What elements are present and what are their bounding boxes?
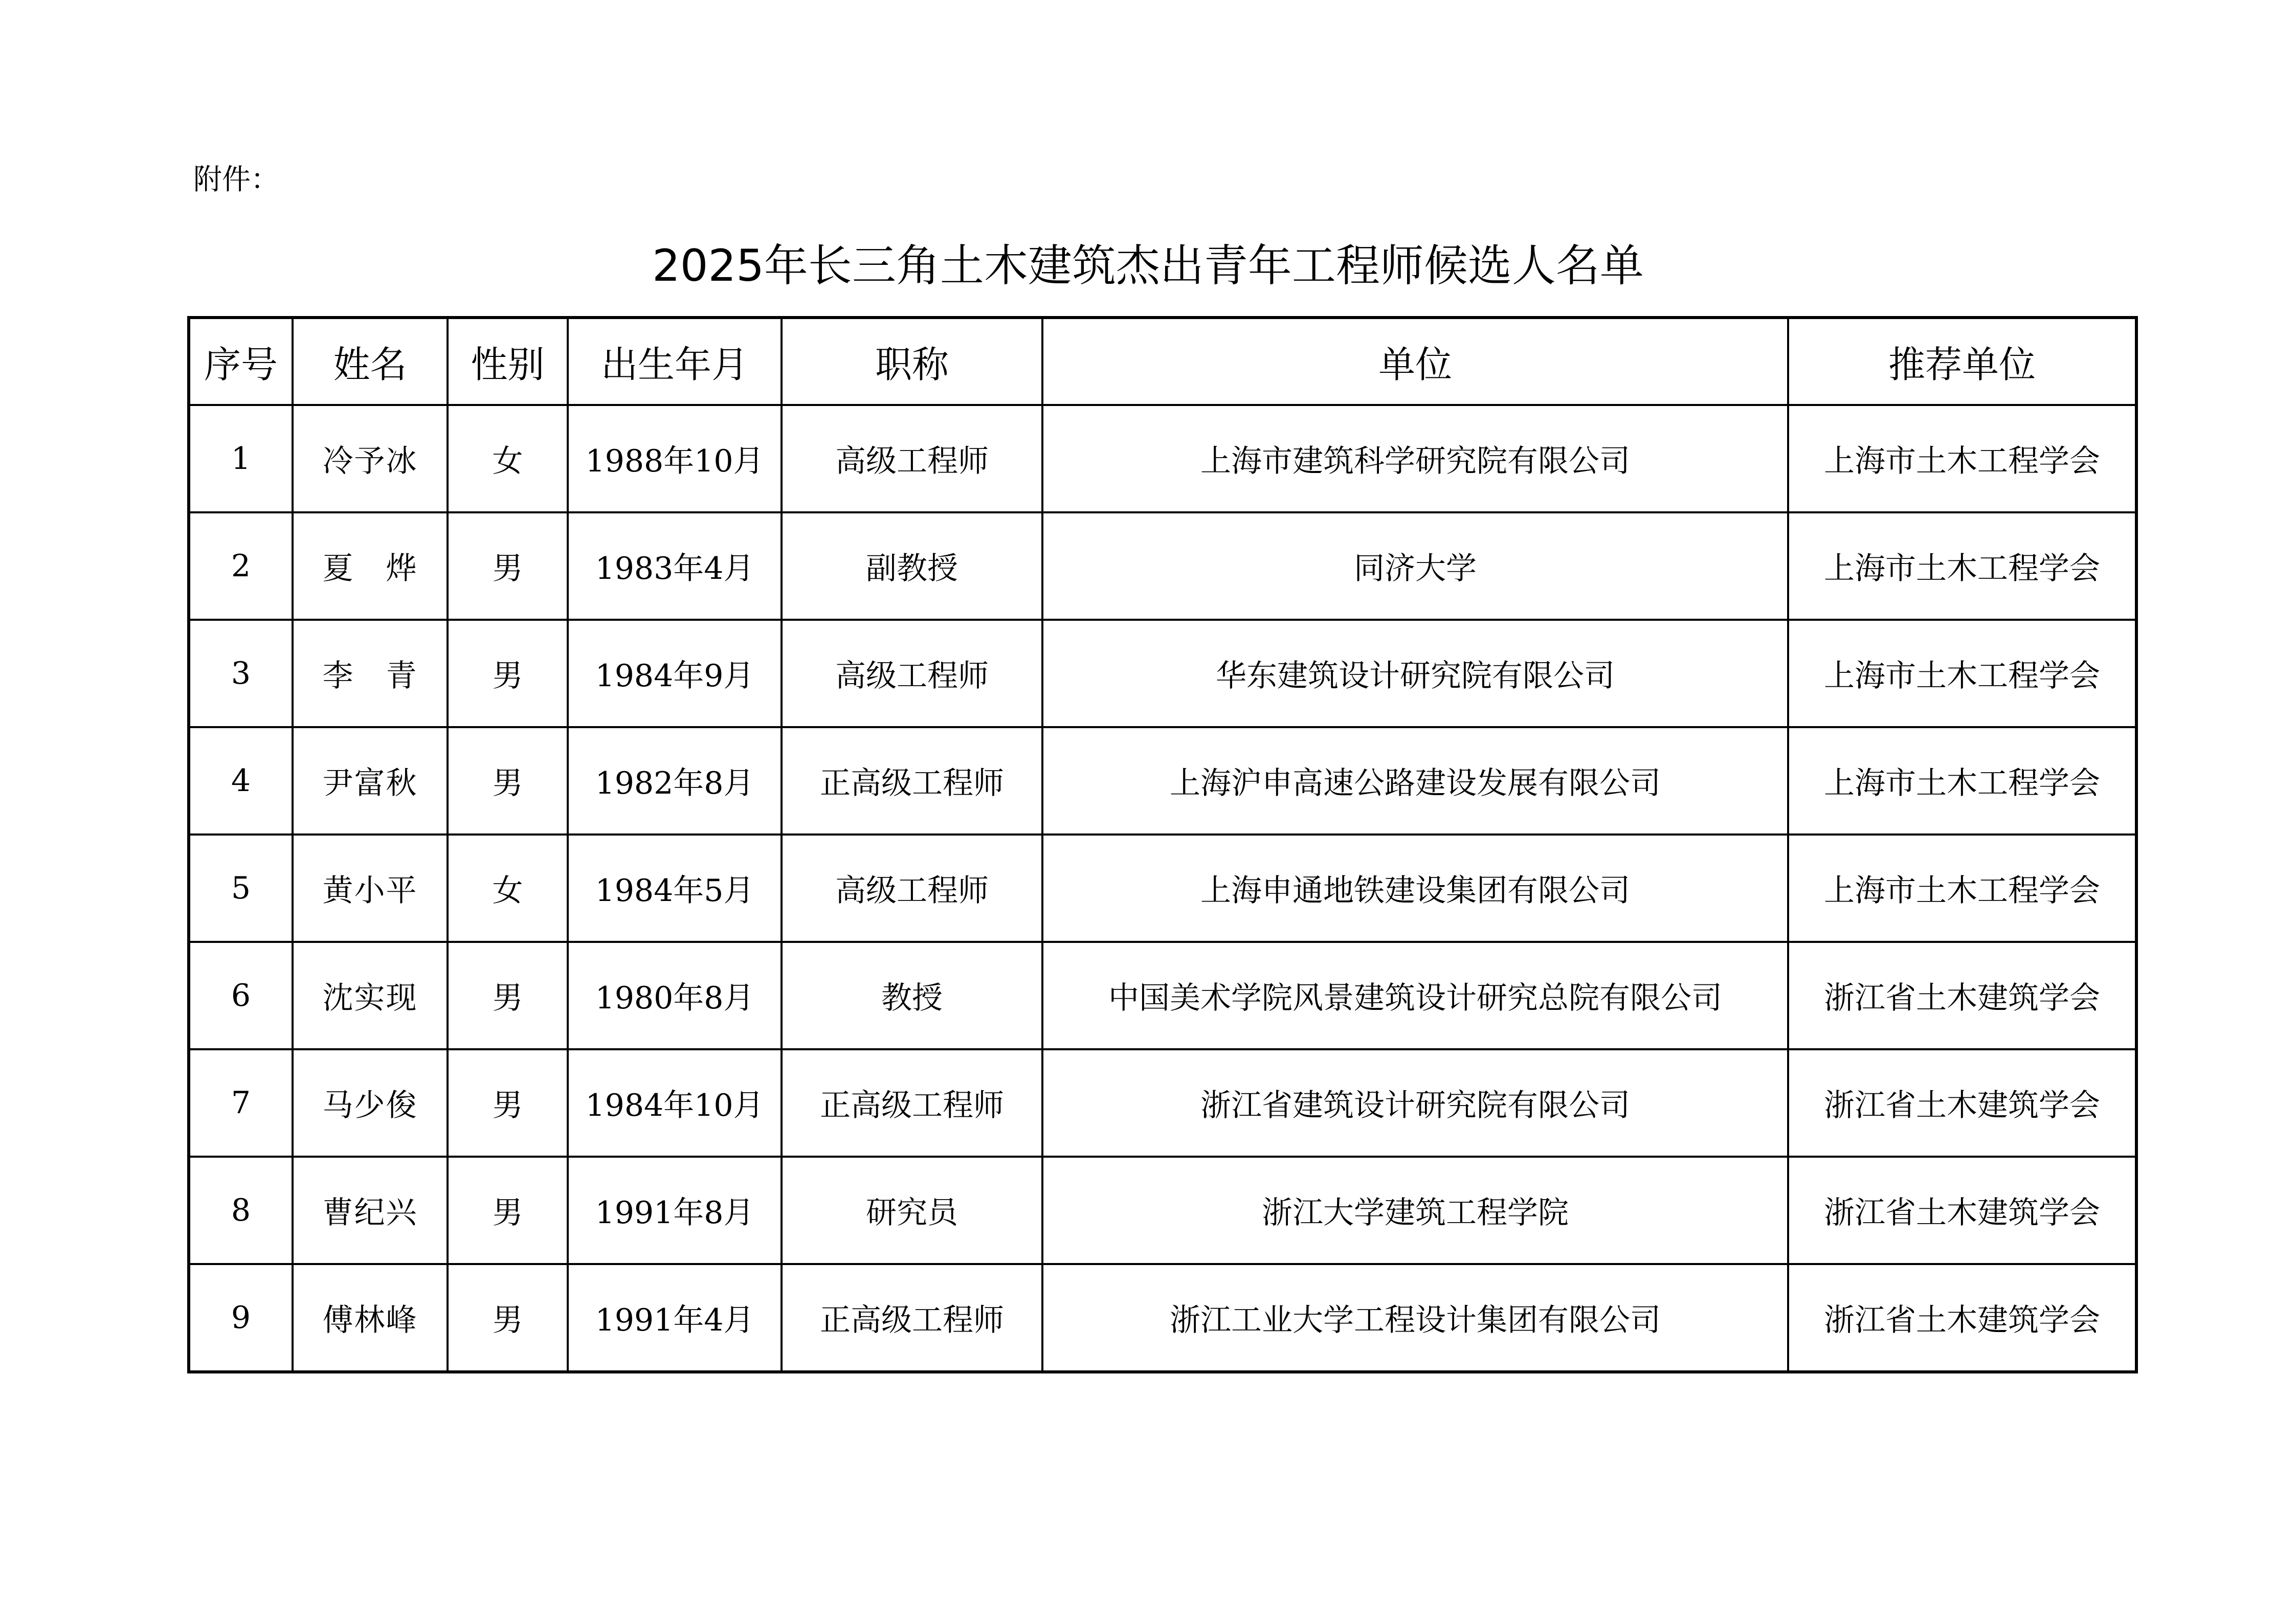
- cell-name: 冷予冰: [293, 405, 448, 512]
- cell-birth: 1984年10月: [568, 1049, 782, 1157]
- cell-no: 7: [189, 1049, 293, 1157]
- cell-recommender: 上海市土木工程学会: [1788, 512, 2136, 620]
- cell-recommender: 上海市土木工程学会: [1788, 620, 2136, 727]
- cell-name: 尹富秋: [293, 727, 448, 835]
- header-no: 序号: [189, 318, 293, 405]
- cell-title: 研究员: [782, 1157, 1042, 1264]
- cell-gender: 男: [448, 727, 568, 835]
- cell-unit: 上海申通地铁建设集团有限公司: [1042, 835, 1788, 942]
- cell-birth: 1983年4月: [568, 512, 782, 620]
- table-row: [189, 1049, 2136, 1157]
- cell-no: 6: [189, 942, 293, 1049]
- header-unit: 单位: [1042, 318, 1788, 405]
- cell-gender: 男: [448, 1049, 568, 1157]
- candidate-table: [187, 316, 2138, 1373]
- cell-unit: 同济大学: [1042, 512, 1788, 620]
- cell-no: 9: [189, 1264, 293, 1372]
- cell-gender: 女: [448, 835, 568, 942]
- table-header-row: [189, 318, 2136, 405]
- header-gender: 性别: [448, 318, 568, 405]
- table-row: [189, 835, 2136, 942]
- cell-unit: 浙江工业大学工程设计集团有限公司: [1042, 1264, 1788, 1372]
- table-row: [189, 620, 2136, 727]
- cell-name: 李 青: [293, 620, 448, 727]
- cell-recommender: 浙江省土木建筑学会: [1788, 942, 2136, 1049]
- cell-gender: 男: [448, 1264, 568, 1372]
- cell-title: 高级工程师: [782, 620, 1042, 727]
- cell-no: 1: [189, 405, 293, 512]
- table-row: [189, 1157, 2136, 1264]
- table-row: [189, 727, 2136, 835]
- cell-unit: 华东建筑设计研究院有限公司: [1042, 620, 1788, 727]
- header-title: 职称: [782, 318, 1042, 405]
- cell-unit: 浙江大学建筑工程学院: [1042, 1157, 1788, 1264]
- cell-unit: 上海市建筑科学研究院有限公司: [1042, 405, 1788, 512]
- cell-recommender: 浙江省土木建筑学会: [1788, 1157, 2136, 1264]
- cell-name: 夏 烨: [293, 512, 448, 620]
- cell-name: 沈实现: [293, 942, 448, 1049]
- cell-recommender: 上海市土木工程学会: [1788, 835, 2136, 942]
- table-row: [189, 942, 2136, 1049]
- cell-name: 马少俊: [293, 1049, 448, 1157]
- cell-title: 高级工程师: [782, 405, 1042, 512]
- cell-birth: 1988年10月: [568, 405, 782, 512]
- document-title: 2025年长三角土木建筑杰出青年工程师候选人名单: [652, 240, 1644, 291]
- cell-name: 傅林峰: [293, 1264, 448, 1372]
- cell-no: 4: [189, 727, 293, 835]
- header-birth: 出生年月: [568, 318, 782, 405]
- cell-birth: 1980年8月: [568, 942, 782, 1049]
- cell-name: 曹纪兴: [293, 1157, 448, 1264]
- cell-birth: 1984年5月: [568, 835, 782, 942]
- cell-name: 黄小平: [293, 835, 448, 942]
- cell-unit: 上海沪申高速公路建设发展有限公司: [1042, 727, 1788, 835]
- cell-gender: 男: [448, 1157, 568, 1264]
- cell-recommender: 浙江省土木建筑学会: [1788, 1264, 2136, 1372]
- cell-recommender: 上海市土木工程学会: [1788, 727, 2136, 835]
- cell-birth: 1991年8月: [568, 1157, 782, 1264]
- table-row: [189, 512, 2136, 620]
- cell-title: 副教授: [782, 512, 1042, 620]
- cell-recommender: 浙江省土木建筑学会: [1788, 1049, 2136, 1157]
- cell-no: 8: [189, 1157, 293, 1264]
- cell-title: 高级工程师: [782, 835, 1042, 942]
- table-row: [189, 1264, 2136, 1372]
- cell-recommender: 上海市土木工程学会: [1788, 405, 2136, 512]
- header-recommender: 推荐单位: [1788, 318, 2136, 405]
- cell-birth: 1982年8月: [568, 727, 782, 835]
- cell-gender: 女: [448, 405, 568, 512]
- cell-birth: 1991年4月: [568, 1264, 782, 1372]
- cell-no: 2: [189, 512, 293, 620]
- cell-unit: 浙江省建筑设计研究院有限公司: [1042, 1049, 1788, 1157]
- cell-gender: 男: [448, 620, 568, 727]
- cell-title: 正高级工程师: [782, 1049, 1042, 1157]
- cell-birth: 1984年9月: [568, 620, 782, 727]
- header-name: 姓名: [293, 318, 448, 405]
- cell-no: 3: [189, 620, 293, 727]
- cell-no: 5: [189, 835, 293, 942]
- attachment-label: 附件：: [193, 163, 279, 196]
- cell-unit: 中国美术学院风景建筑设计研究总院有限公司: [1042, 942, 1788, 1049]
- cell-title: 正高级工程师: [782, 727, 1042, 835]
- cell-title: 正高级工程师: [782, 1264, 1042, 1372]
- cell-gender: 男: [448, 942, 568, 1049]
- table-row: [189, 405, 2136, 512]
- cell-gender: 男: [448, 512, 568, 620]
- cell-title: 教授: [782, 942, 1042, 1049]
